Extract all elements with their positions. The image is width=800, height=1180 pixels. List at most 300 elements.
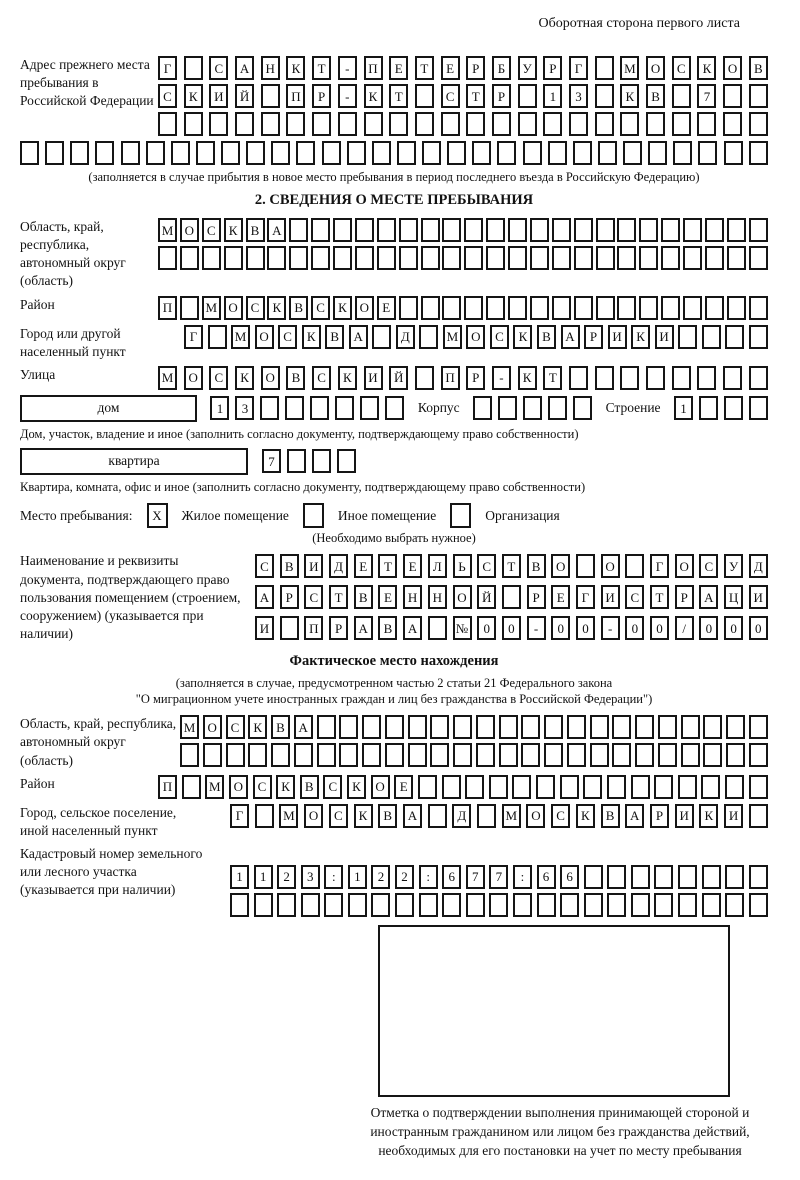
char-cell[interactable]: Р xyxy=(466,56,485,80)
char-cell[interactable]: И xyxy=(209,84,228,108)
char-cell[interactable] xyxy=(648,141,667,165)
char-cell[interactable] xyxy=(333,246,352,270)
char-cell[interactable] xyxy=(590,743,609,767)
char-cell[interactable] xyxy=(569,112,588,136)
char-cell[interactable]: 6 xyxy=(560,865,579,889)
char-cell[interactable] xyxy=(749,246,768,270)
char-cell[interactable] xyxy=(727,218,746,242)
char-cell[interactable] xyxy=(672,366,691,390)
char-cell[interactable]: Д xyxy=(396,325,415,349)
char-cell[interactable]: - xyxy=(601,616,620,640)
char-cell[interactable] xyxy=(725,775,744,799)
char-cell[interactable] xyxy=(301,893,320,917)
char-cell[interactable] xyxy=(202,246,221,270)
char-cell[interactable] xyxy=(355,218,374,242)
char-cell[interactable] xyxy=(464,218,483,242)
char-cell[interactable]: А xyxy=(235,56,254,80)
char-cell[interactable] xyxy=(705,296,724,320)
char-cell[interactable]: Й xyxy=(389,366,408,390)
char-cell[interactable] xyxy=(20,141,39,165)
char-cell[interactable]: Р xyxy=(329,616,348,640)
char-cell[interactable]: Р xyxy=(312,84,331,108)
char-cell[interactable]: 3 xyxy=(235,396,254,420)
char-cell[interactable]: П xyxy=(286,84,305,108)
char-cell[interactable]: Г xyxy=(576,585,595,609)
char-cell[interactable]: 6 xyxy=(442,865,461,889)
char-cell[interactable] xyxy=(498,396,517,420)
char-cell[interactable]: К xyxy=(620,84,639,108)
char-cell[interactable]: 6 xyxy=(537,865,556,889)
char-cell[interactable]: О xyxy=(646,56,665,80)
stay-checkbox-residential[interactable]: X xyxy=(147,503,168,528)
char-cell[interactable] xyxy=(289,218,308,242)
char-cell[interactable] xyxy=(620,112,639,136)
char-cell[interactable] xyxy=(428,804,447,828)
char-cell[interactable] xyxy=(749,366,768,390)
char-cell[interactable] xyxy=(184,112,203,136)
char-cell[interactable] xyxy=(465,775,484,799)
char-cell[interactable] xyxy=(397,141,416,165)
char-cell[interactable] xyxy=(422,141,441,165)
char-cell[interactable] xyxy=(95,141,114,165)
char-cell[interactable]: А xyxy=(354,616,373,640)
char-cell[interactable]: - xyxy=(527,616,546,640)
char-cell[interactable]: С xyxy=(441,84,460,108)
char-cell[interactable] xyxy=(536,775,555,799)
char-cell[interactable] xyxy=(521,743,540,767)
char-cell[interactable] xyxy=(623,141,642,165)
char-cell[interactable]: 7 xyxy=(262,449,281,473)
char-cell[interactable] xyxy=(312,449,331,473)
char-cell[interactable] xyxy=(699,396,718,420)
char-cell[interactable] xyxy=(521,715,540,739)
char-cell[interactable] xyxy=(508,296,527,320)
char-cell[interactable] xyxy=(543,112,562,136)
char-cell[interactable]: О xyxy=(601,554,620,578)
char-cell[interactable]: М xyxy=(205,775,224,799)
char-cell[interactable] xyxy=(560,775,579,799)
char-cell[interactable] xyxy=(419,325,438,349)
char-cell[interactable] xyxy=(552,296,571,320)
char-cell[interactable] xyxy=(371,893,390,917)
char-cell[interactable]: 0 xyxy=(502,616,521,640)
char-cell[interactable] xyxy=(497,141,516,165)
char-cell[interactable] xyxy=(631,893,650,917)
char-cell[interactable] xyxy=(395,893,414,917)
char-cell[interactable]: П xyxy=(158,296,177,320)
char-cell[interactable]: С xyxy=(551,804,570,828)
char-cell[interactable]: 7 xyxy=(489,865,508,889)
char-cell[interactable] xyxy=(749,84,768,108)
char-cell[interactable] xyxy=(544,743,563,767)
char-cell[interactable] xyxy=(339,743,358,767)
char-cell[interactable]: Й xyxy=(477,585,496,609)
char-cell[interactable] xyxy=(683,218,702,242)
char-cell[interactable]: 1 xyxy=(230,865,249,889)
char-cell[interactable] xyxy=(749,396,768,420)
char-cell[interactable]: О xyxy=(203,715,222,739)
char-cell[interactable] xyxy=(322,141,341,165)
char-cell[interactable] xyxy=(70,141,89,165)
char-cell[interactable] xyxy=(486,296,505,320)
char-cell[interactable] xyxy=(385,715,404,739)
char-cell[interactable]: К xyxy=(224,218,243,242)
char-cell[interactable] xyxy=(408,715,427,739)
char-cell[interactable] xyxy=(678,893,697,917)
char-cell[interactable]: С xyxy=(304,585,323,609)
char-cell[interactable] xyxy=(464,296,483,320)
char-cell[interactable] xyxy=(182,775,201,799)
char-cell[interactable] xyxy=(512,775,531,799)
char-cell[interactable]: В xyxy=(354,585,373,609)
char-cell[interactable]: В xyxy=(601,804,620,828)
char-cell[interactable] xyxy=(310,396,329,420)
char-cell[interactable]: 1 xyxy=(348,865,367,889)
char-cell[interactable] xyxy=(672,112,691,136)
char-cell[interactable]: К xyxy=(286,56,305,80)
char-cell[interactable] xyxy=(749,218,768,242)
char-cell[interactable] xyxy=(287,449,306,473)
char-cell[interactable]: А xyxy=(699,585,718,609)
char-cell[interactable]: О xyxy=(551,554,570,578)
char-cell[interactable] xyxy=(317,715,336,739)
char-cell[interactable] xyxy=(574,218,593,242)
char-cell[interactable]: Е xyxy=(377,296,396,320)
char-cell[interactable]: К xyxy=(518,366,537,390)
char-cell[interactable] xyxy=(339,715,358,739)
char-cell[interactable]: А xyxy=(294,715,313,739)
char-cell[interactable]: К xyxy=(354,804,373,828)
char-cell[interactable] xyxy=(399,218,418,242)
char-cell[interactable] xyxy=(486,246,505,270)
char-cell[interactable]: В xyxy=(527,554,546,578)
char-cell[interactable] xyxy=(442,296,461,320)
char-cell[interactable]: О xyxy=(224,296,243,320)
char-cell[interactable]: И xyxy=(749,585,768,609)
char-cell[interactable]: Т xyxy=(650,585,669,609)
char-cell[interactable]: 1 xyxy=(254,865,273,889)
char-cell[interactable]: П xyxy=(158,775,177,799)
char-cell[interactable]: Т xyxy=(378,554,397,578)
char-cell[interactable] xyxy=(377,246,396,270)
char-cell[interactable]: К xyxy=(697,56,716,80)
char-cell[interactable] xyxy=(661,296,680,320)
char-cell[interactable] xyxy=(399,296,418,320)
char-cell[interactable] xyxy=(672,84,691,108)
char-cell[interactable] xyxy=(492,112,511,136)
char-cell[interactable]: 2 xyxy=(277,865,296,889)
char-cell[interactable] xyxy=(477,804,496,828)
char-cell[interactable] xyxy=(749,893,768,917)
char-cell[interactable]: : xyxy=(324,865,343,889)
char-cell[interactable] xyxy=(355,246,374,270)
char-cell[interactable]: Г xyxy=(569,56,588,80)
char-cell[interactable]: К xyxy=(302,325,321,349)
char-cell[interactable] xyxy=(658,743,677,767)
char-cell[interactable]: В xyxy=(246,218,265,242)
char-cell[interactable]: А xyxy=(267,218,286,242)
char-cell[interactable] xyxy=(574,246,593,270)
char-cell[interactable] xyxy=(421,246,440,270)
char-cell[interactable] xyxy=(701,775,720,799)
char-cell[interactable]: О xyxy=(675,554,694,578)
char-cell[interactable] xyxy=(683,296,702,320)
char-cell[interactable] xyxy=(703,743,722,767)
char-cell[interactable]: 0 xyxy=(625,616,644,640)
char-cell[interactable] xyxy=(590,715,609,739)
char-cell[interactable]: К xyxy=(248,715,267,739)
char-cell[interactable]: 3 xyxy=(301,865,320,889)
char-cell[interactable] xyxy=(208,325,227,349)
char-cell[interactable] xyxy=(584,893,603,917)
char-cell[interactable] xyxy=(271,141,290,165)
char-cell[interactable] xyxy=(523,141,542,165)
char-cell[interactable] xyxy=(399,246,418,270)
char-cell[interactable] xyxy=(724,141,743,165)
char-cell[interactable] xyxy=(631,865,650,889)
char-cell[interactable] xyxy=(574,296,593,320)
char-cell[interactable] xyxy=(617,246,636,270)
char-cell[interactable] xyxy=(508,246,527,270)
char-cell[interactable] xyxy=(596,246,615,270)
char-cell[interactable] xyxy=(548,141,567,165)
char-cell[interactable] xyxy=(333,218,352,242)
char-cell[interactable] xyxy=(702,893,721,917)
char-cell[interactable] xyxy=(385,743,404,767)
char-cell[interactable]: У xyxy=(518,56,537,80)
char-cell[interactable]: К xyxy=(576,804,595,828)
char-cell[interactable] xyxy=(596,296,615,320)
char-cell[interactable]: М xyxy=(180,715,199,739)
char-cell[interactable] xyxy=(508,218,527,242)
char-cell[interactable]: 0 xyxy=(551,616,570,640)
char-cell[interactable] xyxy=(415,84,434,108)
char-cell[interactable]: - xyxy=(338,84,357,108)
char-cell[interactable]: А xyxy=(561,325,580,349)
char-cell[interactable] xyxy=(723,366,742,390)
char-cell[interactable] xyxy=(372,141,391,165)
char-cell[interactable] xyxy=(537,893,556,917)
char-cell[interactable]: С xyxy=(226,715,245,739)
char-cell[interactable] xyxy=(673,141,692,165)
char-cell[interactable] xyxy=(681,715,700,739)
char-cell[interactable]: М xyxy=(502,804,521,828)
char-cell[interactable] xyxy=(681,743,700,767)
char-cell[interactable] xyxy=(337,449,356,473)
char-cell[interactable]: Й xyxy=(235,84,254,108)
char-cell[interactable]: С xyxy=(312,366,331,390)
char-cell[interactable] xyxy=(476,743,495,767)
char-cell[interactable] xyxy=(261,84,280,108)
char-cell[interactable] xyxy=(146,141,165,165)
char-cell[interactable] xyxy=(625,554,644,578)
char-cell[interactable] xyxy=(473,396,492,420)
char-cell[interactable]: И xyxy=(255,616,274,640)
char-cell[interactable] xyxy=(727,296,746,320)
char-cell[interactable] xyxy=(697,366,716,390)
char-cell[interactable] xyxy=(620,366,639,390)
char-cell[interactable] xyxy=(45,141,64,165)
char-cell[interactable] xyxy=(703,715,722,739)
char-cell[interactable]: С xyxy=(625,585,644,609)
char-cell[interactable]: С xyxy=(490,325,509,349)
char-cell[interactable]: О xyxy=(255,325,274,349)
char-cell[interactable] xyxy=(338,112,357,136)
char-cell[interactable] xyxy=(705,218,724,242)
char-cell[interactable]: В xyxy=(286,366,305,390)
char-cell[interactable] xyxy=(196,141,215,165)
char-cell[interactable] xyxy=(121,141,140,165)
char-cell[interactable] xyxy=(360,396,379,420)
char-cell[interactable] xyxy=(678,865,697,889)
char-cell[interactable] xyxy=(726,743,745,767)
char-cell[interactable]: С xyxy=(209,366,228,390)
char-cell[interactable] xyxy=(635,715,654,739)
char-cell[interactable]: В xyxy=(325,325,344,349)
char-cell[interactable] xyxy=(544,715,563,739)
char-cell[interactable] xyxy=(235,112,254,136)
char-cell[interactable] xyxy=(430,715,449,739)
char-cell[interactable]: И xyxy=(724,804,743,828)
char-cell[interactable]: 1 xyxy=(210,396,229,420)
char-cell[interactable] xyxy=(631,775,650,799)
char-cell[interactable]: Р xyxy=(650,804,669,828)
char-cell[interactable]: О xyxy=(355,296,374,320)
char-cell[interactable]: А xyxy=(403,616,422,640)
char-cell[interactable] xyxy=(697,112,716,136)
char-cell[interactable] xyxy=(419,893,438,917)
char-cell[interactable] xyxy=(705,246,724,270)
char-cell[interactable]: Е xyxy=(551,585,570,609)
char-cell[interactable]: С xyxy=(278,325,297,349)
char-cell[interactable]: К xyxy=(235,366,254,390)
char-cell[interactable] xyxy=(569,366,588,390)
char-cell[interactable]: И xyxy=(364,366,383,390)
char-cell[interactable] xyxy=(254,893,273,917)
char-cell[interactable]: В xyxy=(378,804,397,828)
char-cell[interactable] xyxy=(749,141,768,165)
char-cell[interactable] xyxy=(683,246,702,270)
char-cell[interactable]: Р xyxy=(675,585,694,609)
char-cell[interactable] xyxy=(726,715,745,739)
char-cell[interactable]: К xyxy=(631,325,650,349)
char-cell[interactable] xyxy=(523,396,542,420)
char-cell[interactable] xyxy=(285,396,304,420)
char-cell[interactable] xyxy=(502,585,521,609)
stay-checkbox-other[interactable] xyxy=(303,503,324,528)
char-cell[interactable]: Г xyxy=(230,804,249,828)
char-cell[interactable] xyxy=(311,218,330,242)
char-cell[interactable]: 2 xyxy=(371,865,390,889)
char-cell[interactable] xyxy=(530,218,549,242)
char-cell[interactable]: Д xyxy=(452,804,471,828)
char-cell[interactable] xyxy=(158,112,177,136)
char-cell[interactable]: Г xyxy=(650,554,669,578)
char-cell[interactable]: В xyxy=(537,325,556,349)
char-cell[interactable] xyxy=(289,246,308,270)
char-cell[interactable] xyxy=(246,141,265,165)
char-cell[interactable]: Н xyxy=(428,585,447,609)
char-cell[interactable] xyxy=(583,775,602,799)
char-cell[interactable] xyxy=(749,865,768,889)
char-cell[interactable]: Д xyxy=(749,554,768,578)
char-cell[interactable]: У xyxy=(724,554,743,578)
char-cell[interactable] xyxy=(255,804,274,828)
char-cell[interactable] xyxy=(442,246,461,270)
char-cell[interactable]: М xyxy=(202,296,221,320)
char-cell[interactable]: Т xyxy=(502,554,521,578)
char-cell[interactable]: / xyxy=(675,616,694,640)
char-cell[interactable] xyxy=(658,715,677,739)
char-cell[interactable]: М xyxy=(158,218,177,242)
char-cell[interactable]: И xyxy=(601,585,620,609)
char-cell[interactable] xyxy=(552,218,571,242)
char-cell[interactable]: О xyxy=(723,56,742,80)
char-cell[interactable] xyxy=(595,366,614,390)
char-cell[interactable] xyxy=(702,865,721,889)
char-cell[interactable]: : xyxy=(419,865,438,889)
char-cell[interactable]: М xyxy=(620,56,639,80)
char-cell[interactable]: Т xyxy=(329,585,348,609)
char-cell[interactable] xyxy=(749,743,768,767)
char-cell[interactable]: В xyxy=(280,554,299,578)
char-cell[interactable] xyxy=(466,893,485,917)
char-cell[interactable] xyxy=(421,296,440,320)
char-cell[interactable] xyxy=(749,775,768,799)
char-cell[interactable]: К xyxy=(699,804,718,828)
char-cell[interactable]: О xyxy=(453,585,472,609)
char-cell[interactable] xyxy=(635,743,654,767)
char-cell[interactable] xyxy=(335,396,354,420)
char-cell[interactable]: К xyxy=(513,325,532,349)
char-cell[interactable]: В xyxy=(289,296,308,320)
char-cell[interactable] xyxy=(364,112,383,136)
char-cell[interactable] xyxy=(612,715,631,739)
char-cell[interactable]: 0 xyxy=(749,616,768,640)
char-cell[interactable] xyxy=(607,775,626,799)
char-cell[interactable]: С xyxy=(672,56,691,80)
char-cell[interactable] xyxy=(260,396,279,420)
char-cell[interactable]: В xyxy=(378,616,397,640)
char-cell[interactable]: № xyxy=(453,616,472,640)
char-cell[interactable] xyxy=(277,893,296,917)
char-cell[interactable] xyxy=(385,396,404,420)
char-cell[interactable] xyxy=(518,112,537,136)
char-cell[interactable] xyxy=(246,246,265,270)
char-cell[interactable] xyxy=(286,112,305,136)
char-cell[interactable]: М xyxy=(158,366,177,390)
char-cell[interactable] xyxy=(595,56,614,80)
char-cell[interactable]: 0 xyxy=(699,616,718,640)
char-cell[interactable] xyxy=(230,893,249,917)
char-cell[interactable]: 1 xyxy=(543,84,562,108)
char-cell[interactable] xyxy=(267,246,286,270)
char-cell[interactable]: К xyxy=(184,84,203,108)
char-cell[interactable] xyxy=(180,246,199,270)
char-cell[interactable]: С xyxy=(323,775,342,799)
char-cell[interactable]: П xyxy=(364,56,383,80)
char-cell[interactable] xyxy=(584,865,603,889)
char-cell[interactable] xyxy=(749,296,768,320)
char-cell[interactable]: Е xyxy=(403,554,422,578)
char-cell[interactable]: С xyxy=(202,218,221,242)
char-cell[interactable] xyxy=(203,743,222,767)
char-cell[interactable] xyxy=(678,775,697,799)
char-cell[interactable] xyxy=(224,246,243,270)
char-cell[interactable] xyxy=(727,246,746,270)
char-cell[interactable] xyxy=(442,218,461,242)
char-cell[interactable] xyxy=(749,112,768,136)
